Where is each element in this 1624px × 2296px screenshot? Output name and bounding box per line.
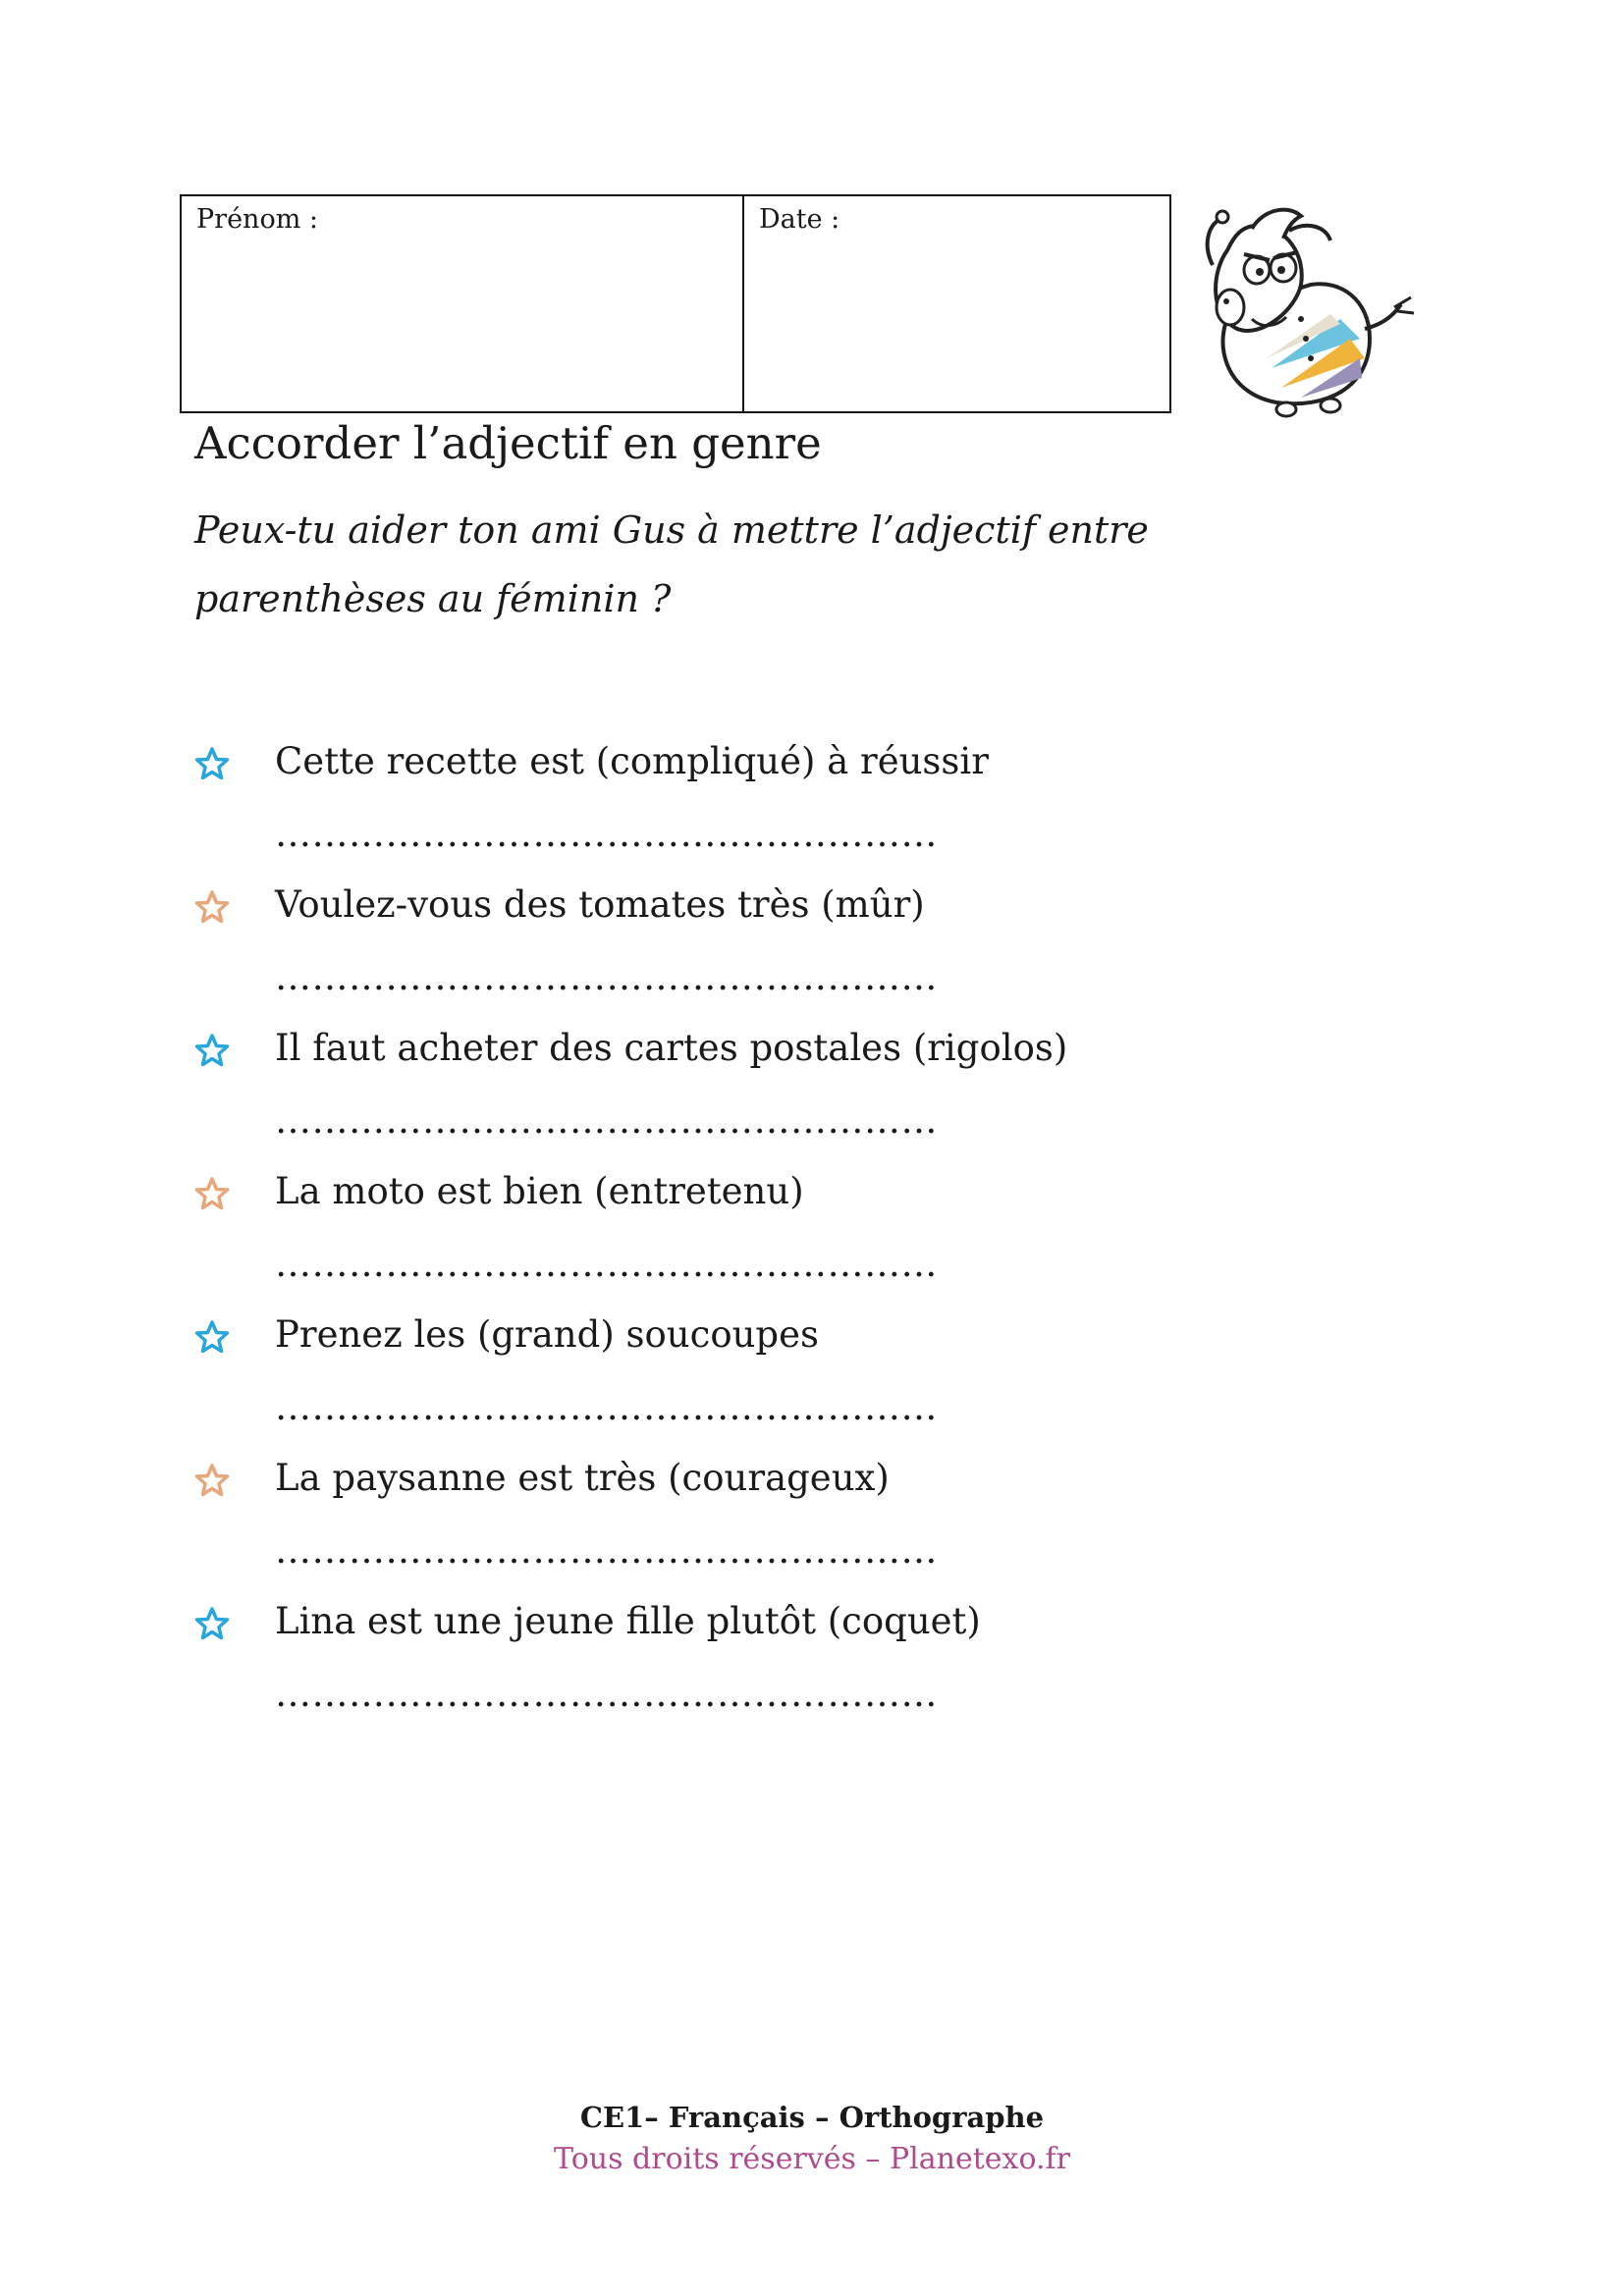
answer-line[interactable]: ……………………………………………… — [275, 1673, 938, 1715]
name-date-table — [180, 194, 1171, 413]
exercise-item — [194, 880, 1274, 1023]
first-name-label: Prénom : — [196, 204, 318, 235]
star-icon — [194, 1606, 230, 1641]
footer-course-label: CE1– Français – Orthographe — [579, 2101, 1045, 2134]
star-icon — [194, 1033, 230, 1068]
exercise-sentence: Cette recette est (compliqué) à réussir — [275, 740, 989, 782]
exercise-item — [194, 736, 1274, 880]
exercise-sentence: Il faut acheter des cartes postales (rigolos) — [275, 1027, 1068, 1069]
star-icon — [194, 1176, 230, 1211]
exercise-item — [194, 1453, 1274, 1596]
exercise-item — [194, 1166, 1274, 1309]
exercise-item — [194, 1596, 1274, 1739]
date-field[interactable] — [744, 196, 1169, 411]
date-label: Date : — [759, 204, 840, 235]
exercise-sentence: La moto est bien (entretenu) — [275, 1170, 804, 1212]
star-icon — [194, 1463, 230, 1498]
star-icon — [194, 1319, 230, 1355]
exercise-sentence: Voulez-vous des tomates très (mûr) — [275, 883, 925, 926]
answer-line[interactable]: ……………………………………………… — [275, 1386, 938, 1428]
exercise-sentence: Prenez les (grand) soucoupes — [275, 1313, 820, 1356]
exercise-item — [194, 1309, 1274, 1453]
answer-line[interactable]: ……………………………………………… — [275, 1529, 938, 1572]
page-title: Accorder l’adjectif en genre — [194, 417, 822, 469]
answer-line[interactable]: ……………………………………………… — [275, 1243, 938, 1285]
answer-line[interactable]: ……………………………………………… — [275, 813, 938, 855]
star-icon — [194, 889, 230, 925]
instruction-text: Peux-tu aider ton ami Gus à mettre l’adjectif entre parenthèses au féminin ? — [194, 508, 1149, 620]
answer-line[interactable]: ……………………………………………… — [275, 956, 938, 998]
gus-mascot-illustration — [1193, 191, 1419, 422]
star-icon — [194, 746, 230, 781]
answer-line[interactable]: ……………………………………………… — [275, 1099, 938, 1142]
exercise-sentence: La paysanne est très (courageux) — [275, 1457, 890, 1499]
exercise-sentence: Lina est une jeune fille plutôt (coquet) — [275, 1600, 981, 1642]
first-name-field[interactable] — [182, 196, 744, 411]
exercise-list — [194, 736, 1274, 1739]
footer-copyright: Tous droits réservés – Planetexo.fr — [554, 2142, 1070, 2176]
exercise-item — [194, 1023, 1274, 1166]
